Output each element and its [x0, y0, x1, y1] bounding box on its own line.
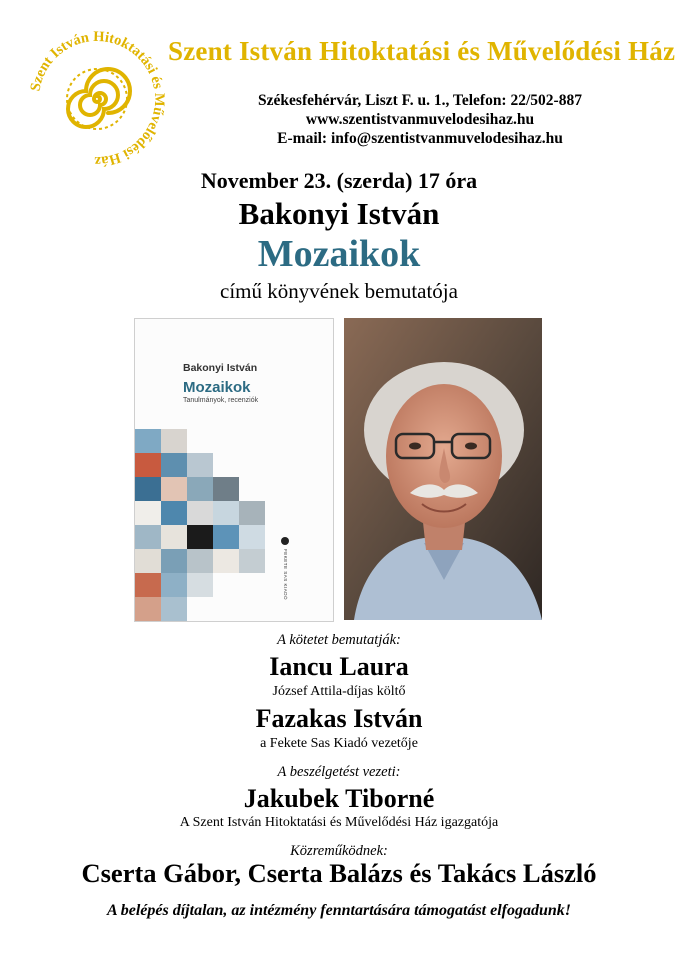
publisher-logo-icon — [281, 537, 289, 545]
mosaic-pattern — [135, 429, 265, 621]
logo-ring-text: Szent István Hitoktatási és Művelődési Ház — [27, 28, 168, 170]
presenter-name: Fazakas István — [255, 704, 423, 733]
moderator-label: A beszélgetést vezeti: — [277, 764, 401, 780]
book-cover-publisher: FEKETE SAS KIADÓ — [283, 549, 288, 601]
presenters-label: A kötetet bemutatják: — [277, 632, 401, 648]
author-name: Bakonyi István — [238, 196, 440, 231]
organization-logo — [22, 24, 172, 174]
organization-name: Szent István Hitoktatási és Művelődési Ház — [168, 36, 676, 66]
moderator-role: A Szent István Hitoktatási és Művelődési Ház igazgatója — [179, 815, 499, 830]
moderator-name: Jakubek Tiborné — [243, 784, 435, 813]
book-cover-author: Bakonyi István — [183, 362, 258, 374]
presenter-role: a Fekete Sas Kiadó vezetője — [260, 736, 418, 751]
book-cover-title: Mozaikok — [183, 379, 251, 396]
svg-text:Szent István Hitoktatási és Mű — [28, 29, 168, 169]
event-date: November 23. (szerda) 17 óra — [200, 168, 478, 193]
admission-note: A belépés díjtalan, az intézmény fenntartására támogatást elfogadunk! — [106, 902, 572, 919]
book-title: Mozaikok — [257, 233, 421, 275]
contributors-names: Cserta Gábor, Cserta Balázs és Takács László — [81, 858, 597, 888]
book-cover-image — [134, 318, 334, 622]
contributors-label: Közreműködnek: — [290, 843, 388, 859]
email-link[interactable]: E-mail: info@szentistvanmuvelodesihaz.hu — [277, 130, 563, 147]
book-cover-subtitle: Tanulmányok, recenziók — [183, 397, 259, 404]
presenter-name: Iancu Laura — [269, 652, 409, 681]
website-link[interactable]: www.szentistvanmuvelodesihaz.hu — [305, 111, 535, 128]
address-phone: Székesfehérvár, Liszt F. u. 1., Telefon: 22/502-887 — [258, 92, 582, 109]
event-subtitle: című könyvének bemutatója — [220, 279, 458, 303]
author-portrait-photo — [344, 318, 542, 620]
presenter-role: József Attila-díjas költő — [272, 684, 406, 699]
